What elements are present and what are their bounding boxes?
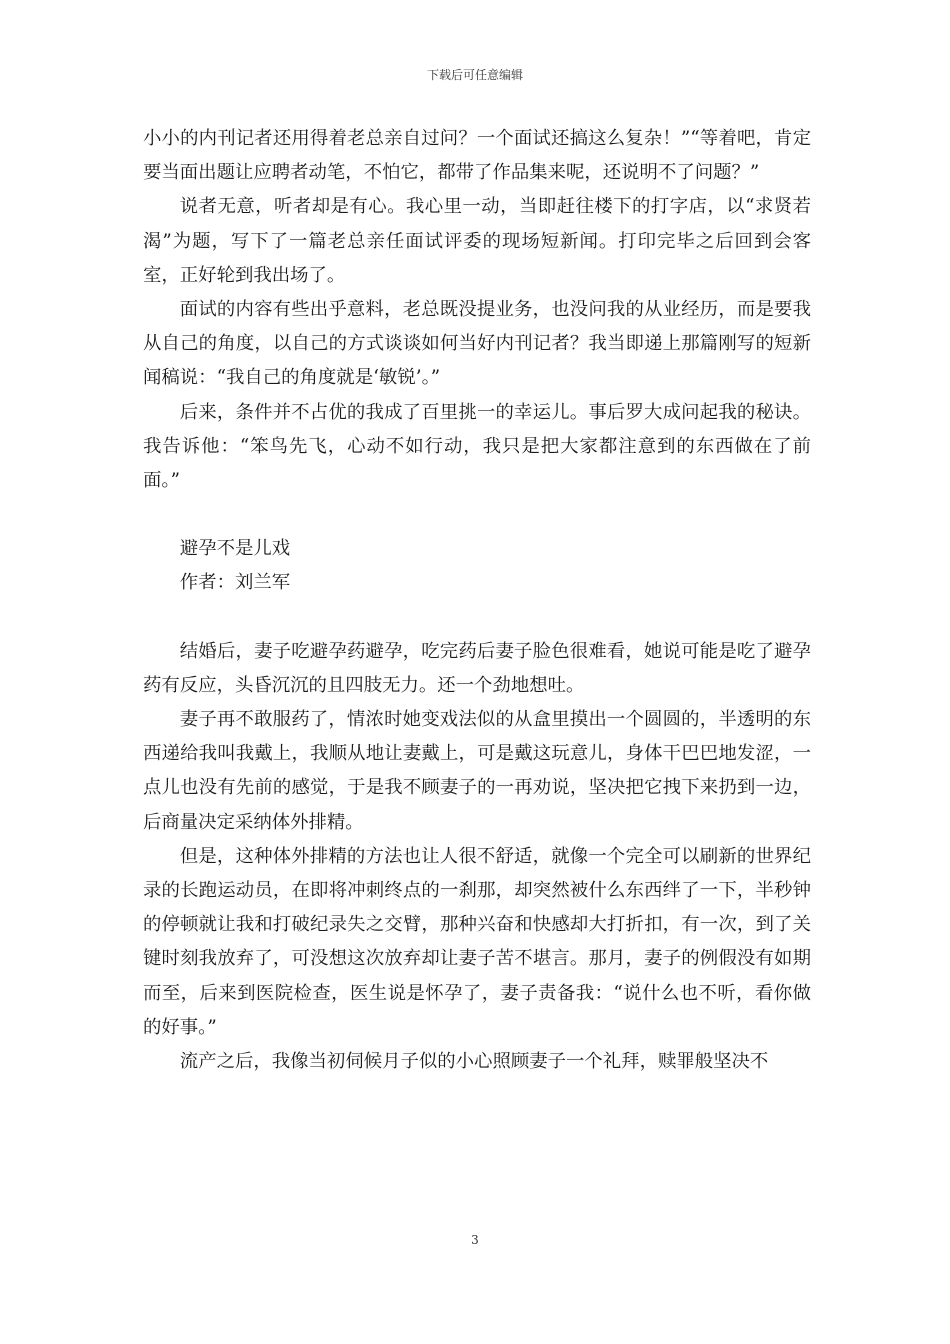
page-header: 下载后可任意编辑	[426, 68, 523, 82]
paragraph: 后来，条件并不占优的我成了百里挑一的幸运儿。事后罗大成问起我的秘诀。我告诉他：“笨鸟先飞，心动不如行动，我只是把大家都注意到的东西做在了前面。”	[143, 401, 811, 492]
paragraph: 但是，这种体外排精的方法也让人很不舒适，就像一个完全可以刷新的世界纪录的长跑运动员，在即将冲刺终点的一刹那，却突然被什么东西绊了一下，半秒钟的停顿就让我和打破纪录失之交臂，那种兴奋和快感却大打折扣，有一次，到了关键时刻我放弃了，可没想这次放弃却让妻子苦不堪言。那月，妻子的例假没有如期而至，后来到医院检查，医生说是怀孕了，妻子责备我：“说什么也不听，看你做的好事。”	[143, 845, 811, 1038]
paragraph: 流产之后，我像当初伺候月子似的小心照顾妻子一个礼拜，赎罪般坚决不	[179, 1051, 769, 1073]
paragraph: 结婚后，妻子吃避孕药避孕，吃完药后妻子脸色很难看，她说可能是吃了避孕药有反应，头昏沉沉的且四肢无力。还一个劲地想吐。	[143, 640, 811, 696]
paragraph: 妻子再不敢服药了，情浓时她变戏法似的从盒里摸出一个圆圆的，半透明的东西递给我叫我戴上，我顺从地让妻戴上，可是戴这玩意儿，身体干巴巴地发涩，一点儿也没有先前的感觉，于是我不顾妻子的一再劝说，坚决把它拽下来扔到一边，后商量决定采纳体外排精。	[143, 709, 811, 833]
paragraph: 说者无意，听者却是有心。我心里一动，当即赶往楼下的打字店，以“求贤若渴”为题，写下了一篇老总亲任面试评委的现场短新闻。打印完毕之后回到会客室，正好轮到我出场了。	[143, 196, 811, 286]
document-body	[143, 122, 811, 1079]
blank-line	[143, 601, 811, 635]
paragraph: 面试的内容有些出乎意料，老总既没提业务，也没问我的从业经历，而是要我从自己的角度，以自己的方式谈谈如何当好内刊记者？我当即递上那篇刚写的短新闻稿说：“我自己的角度就是‘敏锐’。”	[143, 299, 811, 389]
paragraph: 小小的内刊记者还用得着老总亲自过问？一个面试还搞这么复杂！”“等着吧，肯定要当面出题让应聘者动笔，不怕它，都带了作品集来呢，还说明不了问题？”	[143, 128, 811, 184]
article-title: 避孕不是儿戏	[179, 538, 291, 560]
blank-line	[143, 498, 811, 532]
page-number: 3	[471, 1233, 479, 1247]
article-author: 作者：刘兰军	[179, 572, 291, 594]
